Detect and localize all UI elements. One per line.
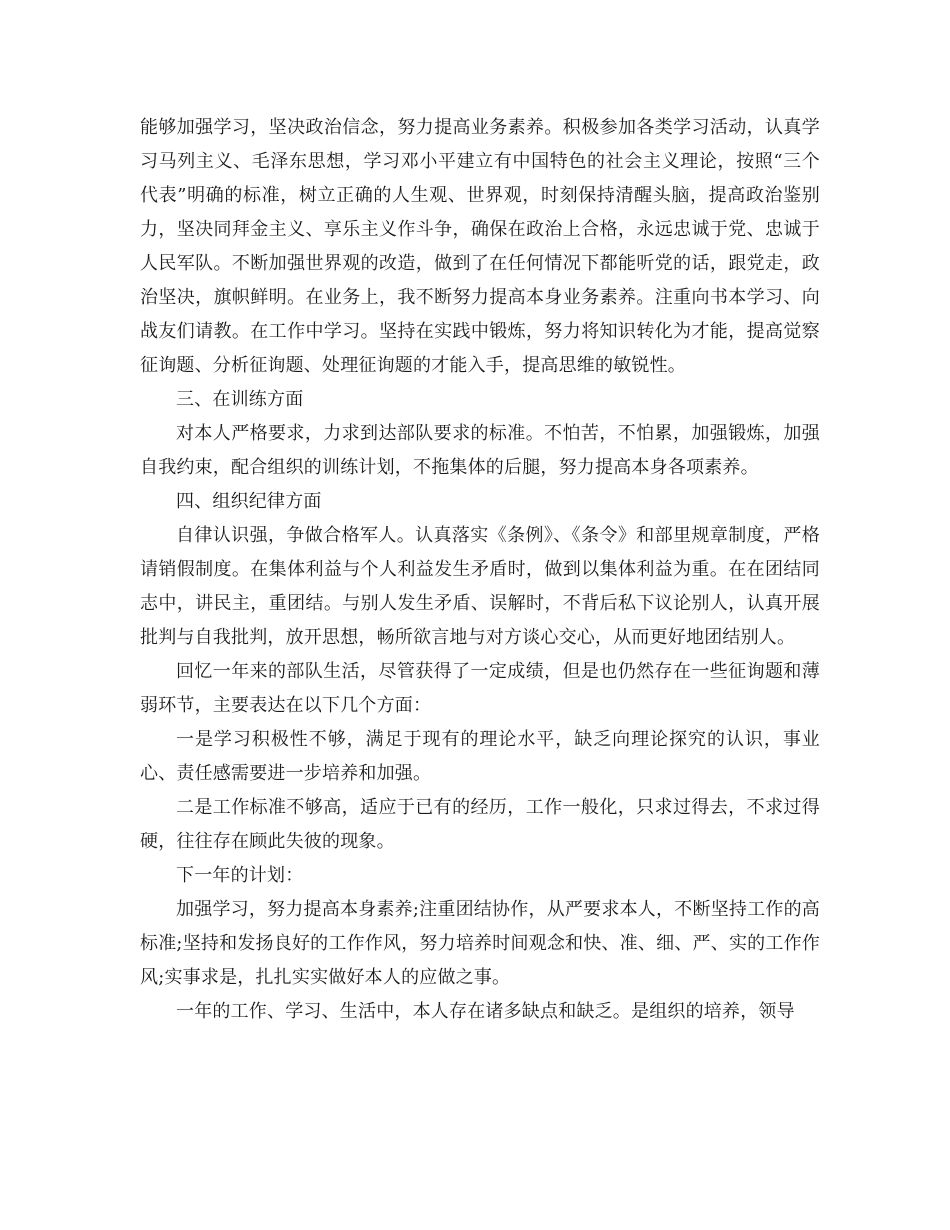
heading-next-year-plan: 下一年的计划： xyxy=(176,865,304,886)
heading-discipline: 四、组织纪律方面 xyxy=(176,491,322,512)
paragraph-political-study: 能够加强学习，坚决政治信念，努力提高业务素养。积极参加各类学习活动，认真学习马列主义、毛泽东思想，学习邓小平建立有中国特色的社会主义理论，按照“三个代表”明确的标准，树立正确的人生观、世界观，时刻保持清醒头脑，提高政治鉴别力，坚决同拜金主义、享乐主义作斗争，确保在政治上合格，永远忠诚于党、忠诚于人民军队。不断加强世界观的改造，做到了在任何情况下都能听党的话，跟党走，政治坚决，旗帜鲜明。在业务上，我不断努力提高本身业务素养。注重向书本学习、向战友们请教。在工作中学习。坚持在实践中锻炼，努力将知识转化为才能，提高觉察征询题、分析征询题、处理征询题的才能入手，提高思维的敏锐性。 xyxy=(140,117,820,376)
paragraph-review: 回忆一年来的部队生活，尽管获得了一定成绩，但是也仍然存在一些征询题和薄弱环节，主要表达在以下几个方面： xyxy=(140,661,820,716)
paragraph-training: 对本人严格要求，力求到达部队要求的标准。不怕苦，不怕累，加强锻炼，加强自我约束，配合组织的训练计划，不拖集体的后腿，努力提高本身各项素养。 xyxy=(140,423,820,478)
paragraph-plan: 加强学习，努力提高本身素养;注重团结协作，从严要求本人，不断坚持工作的高标准;坚持和发扬良好的工作作风，努力培养时间观念和快、准、细、严、实的工作作风;实事求是，扎扎实实做好本人的应做之事。 xyxy=(140,899,820,988)
heading-training: 三、在训练方面 xyxy=(176,389,304,410)
paragraph-discipline: 自律认识强，争做合格军人。认真落实《条例》、《条令》和部里规章制度，严格请销假制度。在集体利益与个人利益发生矛盾时，做到以集体利益为重。在在团结同志中，讲民主，重团结。与别人发生矛盾、误解时，不背后私下议论别人，认真开展批判与自我批判，放开思想，畅所欲言地与对方谈心交心，从而更好地团结别人。 xyxy=(140,525,820,648)
paragraph-issue-one: 一是学习积极性不够，满足于现有的理论水平，缺乏向理论探究的认识，事业心、责任感需要进一步培养和加强。 xyxy=(140,729,820,784)
document-page xyxy=(140,111,820,1029)
paragraph-closing: 一年的工作、学习、生活中，本人存在诸多缺点和缺乏。是组织的培养，领导 xyxy=(176,1001,795,1022)
paragraph-issue-two: 二是工作标准不够高，适应于已有的经历，工作一般化，只求过得去，不求过得硬，往往存在顾此失彼的现象。 xyxy=(140,797,820,852)
